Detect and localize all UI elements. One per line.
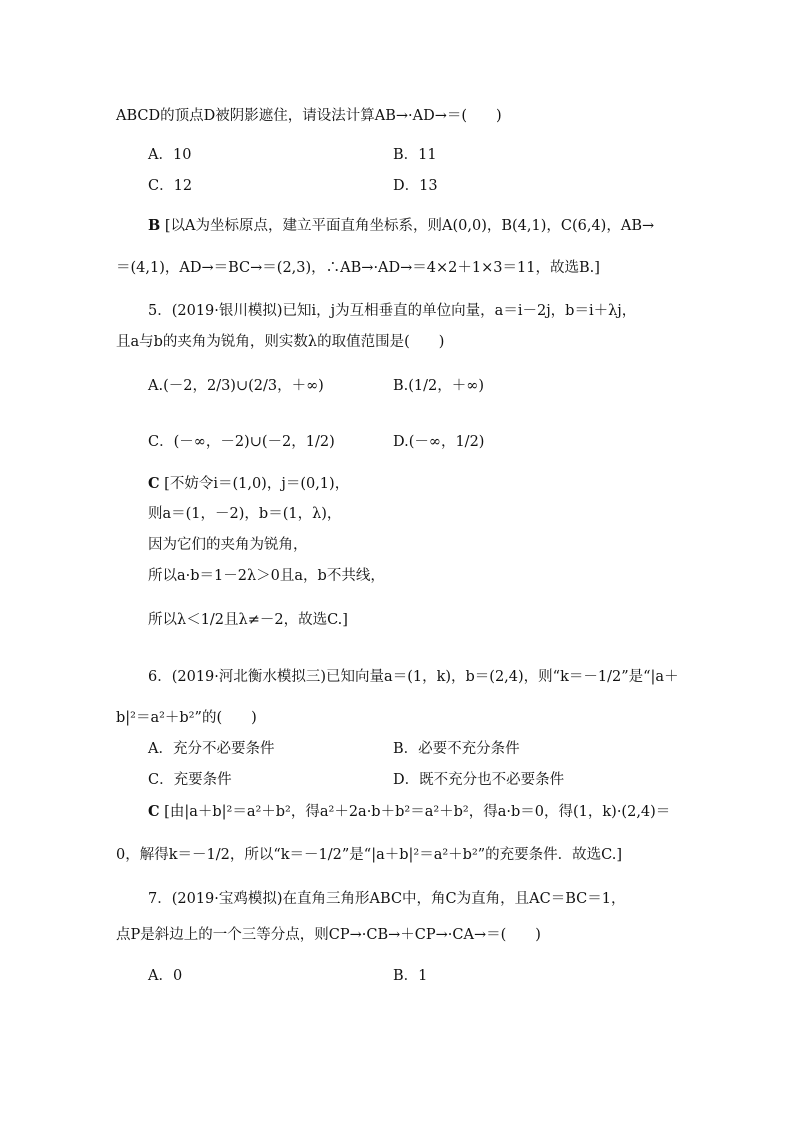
q6-option-d: D．既不充分也不必要条件 bbox=[393, 772, 565, 788]
q6-stem-line-1: 6．(2019·河北衡水模拟三)已知向量a＝(1，k)，b＝(2,4)，则“k＝－1/2”是“|a＋ bbox=[148, 669, 679, 685]
q6-option-a: A．充分不必要条件 bbox=[148, 741, 275, 757]
q4-answer: B bbox=[148, 217, 161, 234]
q7-stem-line-2: 点P是斜边上的一个三等分点，则CP→·CB→＋CP→·CA→＝( ) bbox=[116, 927, 541, 943]
q5-answer: C bbox=[148, 475, 160, 492]
q6-answer: C bbox=[148, 803, 160, 820]
q6-solution-text: [由|a＋b|²＝a²＋b²，得a²＋2a·b＋b²＝a²＋b²，得a·b＝0，得(1，k)·(2,4)＝ bbox=[164, 804, 671, 820]
q4-option-c: C．12 bbox=[148, 178, 193, 194]
q5-stem-line-2: 且a与b的夹角为锐角，则实数λ的取值范围是( ) bbox=[116, 334, 445, 350]
q5-option-a: A.(－2，2/3)∪(2/3，＋∞) bbox=[148, 378, 324, 394]
q7-option-a: A．0 bbox=[148, 968, 183, 984]
q5-option-b: B.(1/2，＋∞) bbox=[393, 378, 484, 394]
q5-solution-line-3: 因为它们的夹角为锐角， bbox=[148, 537, 308, 553]
q4-solution-line-2: ＝(4,1)，AD→＝BC→＝(2,3)，∴AB→·AD→＝4×2＋1×3＝11，故选B.] bbox=[116, 260, 600, 276]
q5-solution-line-2: 则a＝(1，－2)，b＝(1，λ)， bbox=[148, 506, 342, 522]
q6-option-b: B．必要不充分条件 bbox=[393, 741, 520, 757]
q4-option-a: A．10 bbox=[148, 147, 192, 163]
q4-option-d: D．13 bbox=[393, 178, 438, 194]
q4-stem-line: ABCD的顶点D被阴影遮住，请设法计算AB→·AD→＝( ) bbox=[116, 108, 502, 124]
q6-stem-line-2: b|²＝a²＋b²”的( ) bbox=[116, 710, 257, 726]
q7-stem-line-1: 7．(2019·宝鸡模拟)在直角三角形ABC中，角C为直角，且AC＝BC＝1， bbox=[148, 891, 626, 907]
q5-solution-text: [不妨令i＝(1,0)，j＝(0,1)， bbox=[164, 476, 350, 492]
q5-option-c: C．(－∞，－2)∪(－2，1/2) bbox=[148, 434, 335, 450]
q5-stem-line-1: 5．(2019·银川模拟)已知i，j为互相垂直的单位向量，a＝i－2j，b＝i＋λj， bbox=[148, 303, 637, 319]
q5-option-d: D.(－∞，1/2) bbox=[393, 434, 485, 450]
q6-option-c: C．充要条件 bbox=[148, 772, 232, 788]
q5-solution-line-5: 所以λ＜1/2且λ≠－2，故选C.] bbox=[148, 612, 348, 628]
q4-solution-text: [以A为坐标原点，建立平面直角坐标系，则A(0,0)，B(4,1)，C(6,4)，AB→ bbox=[164, 218, 655, 234]
q6-solution-line-1 bbox=[148, 802, 670, 822]
q6-solution-line-2: 0，解得k＝－1/2，所以“k＝－1/2”是“|a＋b|²＝a²＋b²”的充要条件．故选C.] bbox=[116, 847, 623, 863]
q5-solution-line-1 bbox=[148, 474, 349, 494]
q4-solution-line-1 bbox=[148, 216, 654, 236]
q7-option-b: B．1 bbox=[393, 968, 428, 984]
q5-solution-line-4: 所以a·b＝1－2λ＞0且a，b不共线， bbox=[148, 568, 385, 584]
q4-option-b: B．11 bbox=[393, 147, 437, 163]
